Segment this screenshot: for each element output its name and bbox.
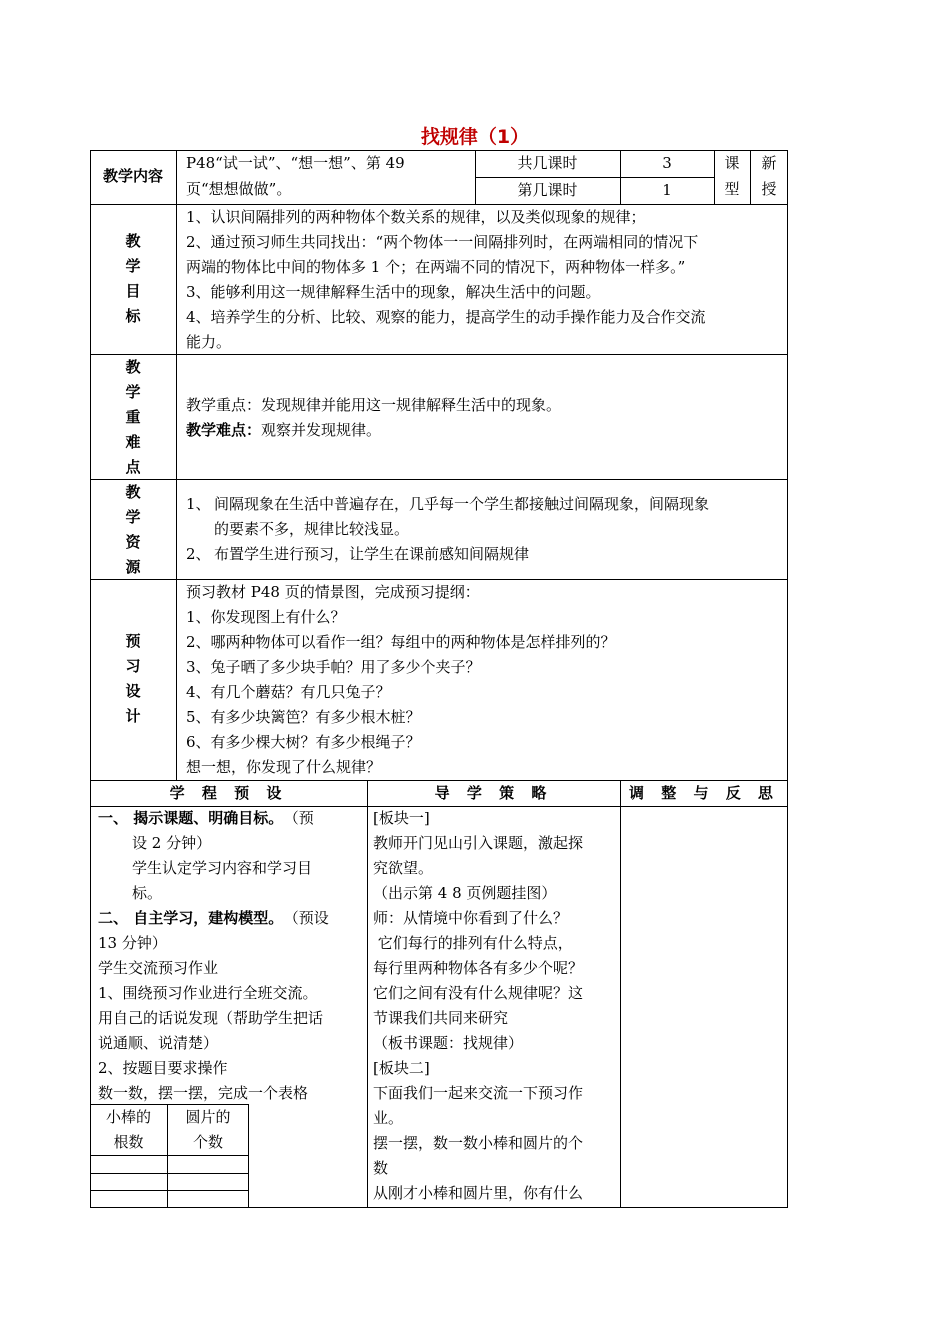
sticks-input-cell[interactable] bbox=[90, 1156, 167, 1173]
content-label: 教学内容 bbox=[102, 167, 163, 185]
header-adjust-reflect: 调 整 与 反 思 bbox=[629, 784, 779, 802]
section-1-body: 学生认定学习内容和学习目 bbox=[132, 859, 313, 877]
document-title: 找规律（1） bbox=[420, 126, 530, 148]
row-divider bbox=[90, 479, 788, 480]
item-text: 布置学生进行预习，让学生在课前感知间隔规律 bbox=[214, 545, 530, 563]
label-char: 资 bbox=[125, 533, 141, 551]
difficult-point-label: 教学难点： bbox=[186, 421, 262, 439]
header-guidance-strategy: 导 学 策 略 bbox=[434, 784, 553, 802]
label-char: 教 bbox=[125, 232, 141, 250]
label-char: 教 bbox=[125, 483, 141, 501]
strategy-line: 它们每行的排列有什么特点， bbox=[373, 934, 573, 952]
content-line-2: 页“想想做做”。 bbox=[186, 180, 292, 198]
item-text: 间隔现象在生活中普遍存在，几乎每一个学生都接触过间隔现象，间隔现象 bbox=[214, 495, 710, 513]
col-divider bbox=[176, 150, 177, 780]
item-text: 的要素不多，规律比较浅显。 bbox=[214, 520, 410, 538]
strategy-line: 教师开门见山引入课题，激起探 bbox=[373, 834, 584, 852]
strategy-line: 师：从情境中你看到了什么？ bbox=[373, 909, 569, 927]
total-periods-label: 共几课时 bbox=[517, 154, 578, 172]
current-period-label: 第几课时 bbox=[517, 181, 578, 199]
type-value-1: 新 bbox=[761, 154, 777, 172]
sticks-input-cell[interactable] bbox=[90, 1174, 167, 1190]
preview-text bbox=[186, 580, 781, 780]
goal-line: 3、能够利用这一规律解释生活中的现象，解决生活中的问题。 bbox=[186, 283, 601, 301]
discs-input-cell[interactable] bbox=[168, 1174, 248, 1190]
goal-line: 1、认识间隔排列的两种物体个数关系的规律，以及类似现象的规律； bbox=[186, 208, 646, 226]
strategy-line: 数 bbox=[373, 1159, 389, 1177]
label-char: 学 bbox=[125, 508, 141, 526]
label-char: 点 bbox=[125, 458, 141, 476]
strategy-line: 业。 bbox=[373, 1109, 404, 1127]
goal-line: 4、培养学生的分析、比较、观察的能力，提高学生的动手操作能力及合作交流 bbox=[186, 308, 706, 326]
process-line: 1、围绕预习作业进行全班交流。 bbox=[98, 984, 318, 1002]
preview-line: 2、哪两种物体可以看作一组？每组中的两种物体是怎样排列的？ bbox=[186, 633, 616, 651]
resource-item-2 bbox=[186, 542, 786, 567]
guidance-strategy-text bbox=[373, 806, 619, 1206]
table-border bbox=[90, 1207, 249, 1208]
preview-line: 5、有多少块篱笆？有多少根木桩？ bbox=[186, 708, 421, 726]
label-char: 预 bbox=[125, 632, 141, 650]
process-line: 说通顺、说清楚） bbox=[98, 1034, 219, 1052]
preview-line: 预习教材 P48 页的情景图，完成预习提纲： bbox=[186, 583, 480, 601]
label-char: 设 bbox=[125, 682, 141, 700]
preview-line: 1、你发现图上有什么？ bbox=[186, 608, 346, 626]
discs-input-cell[interactable] bbox=[168, 1156, 248, 1173]
header-learning-process: 学 程 预 设 bbox=[169, 784, 288, 802]
count-table bbox=[90, 1104, 249, 1208]
strategy-line: 它们之间有没有什么规律呢？这 bbox=[373, 984, 584, 1002]
label-char: 习 bbox=[125, 657, 141, 675]
discs-input-cell[interactable] bbox=[168, 1191, 248, 1207]
process-line: 2、按题目要求操作 bbox=[98, 1059, 228, 1077]
label-char: 源 bbox=[125, 558, 141, 576]
strategy-line: [板块二] bbox=[373, 1059, 430, 1077]
difficult-point bbox=[186, 418, 381, 443]
sticks-input-cell[interactable] bbox=[90, 1191, 167, 1207]
section-2-heading: 二、 自主学习，建构模型。 bbox=[98, 909, 284, 927]
strategy-line: （出示第 4 8 页例题挂图） bbox=[373, 884, 557, 902]
section-1-body: 标。 bbox=[132, 884, 163, 902]
header-line: 个数 bbox=[192, 1133, 223, 1151]
section-2-time-cont: 13 分钟） bbox=[98, 934, 167, 952]
process-line: 数一数，摆一摆，完成一个表格 bbox=[98, 1084, 309, 1102]
preview-line: 4、有几个蘑菇？有几只兔子？ bbox=[186, 683, 391, 701]
process-line: 学生交流预习作业 bbox=[98, 959, 219, 977]
sticks-header bbox=[90, 1105, 167, 1155]
preview-line: 3、兔子晒了多少块手帕？用了多少个夹子？ bbox=[186, 658, 481, 676]
content-line-1: P48“试一试”、“想一想”、第 49 bbox=[186, 154, 405, 172]
header-line: 小棒的 bbox=[105, 1108, 151, 1126]
strategy-line: 究欲望。 bbox=[373, 859, 434, 877]
keypoints-label bbox=[90, 355, 176, 480]
header-line: 根数 bbox=[113, 1133, 144, 1151]
resource-item-1 bbox=[186, 492, 786, 542]
preview-line: 想一想，你发现了什么规律？ bbox=[186, 758, 382, 776]
strategy-line: [板块一] bbox=[373, 809, 430, 827]
preview-label bbox=[90, 629, 176, 729]
goal-line: 两端的物体比中间的物体多 1 个；在两端不同的情况下，两种物体一样多。” bbox=[186, 258, 686, 276]
section-1-time-cont: 设 2 分钟） bbox=[132, 834, 212, 852]
header-line: 圆片的 bbox=[185, 1108, 231, 1126]
discs-header bbox=[168, 1105, 248, 1155]
strategy-line: 摆一摆，数一数小棒和圆片的个 bbox=[373, 1134, 584, 1152]
resources-label bbox=[90, 480, 176, 580]
label-char: 难 bbox=[125, 433, 141, 451]
col-divider bbox=[367, 780, 368, 1208]
label-char: 教 bbox=[125, 358, 141, 376]
strategy-line: 下面我们一起来交流一下预习作 bbox=[373, 1084, 584, 1102]
goal-line: 能力。 bbox=[186, 333, 232, 351]
goal-line: 2、通过预习师生共同找出：“两个物体一一间隔排列时，在两端相同的情况下 bbox=[186, 233, 699, 251]
label-char: 目 bbox=[125, 282, 141, 300]
label-char: 标 bbox=[125, 307, 141, 325]
item-number: 1、 bbox=[186, 495, 211, 513]
section-1-heading: 一、 揭示课题、明确目标。 bbox=[98, 809, 284, 827]
strategy-line: 每行里两种物体各有多少个呢？ bbox=[373, 959, 584, 977]
learning-process-text bbox=[98, 806, 364, 1106]
difficult-point-text: 观察并发现规律。 bbox=[261, 421, 382, 439]
process-line: 用自己的话说发现（帮助学生把话 bbox=[98, 1009, 324, 1027]
strategy-line: 从刚才小棒和圆片里，你有什么 bbox=[373, 1184, 584, 1202]
key-point: 教学重点：发现规律并能用这一规律解释生活中的现象。 bbox=[186, 396, 562, 414]
goals-text bbox=[186, 205, 781, 355]
label-char: 学 bbox=[125, 383, 141, 401]
table-border bbox=[248, 1104, 249, 1208]
preview-line: 6、有多少棵大树？有多少根绳子？ bbox=[186, 733, 421, 751]
strategy-line: （板书课题：找规律） bbox=[373, 1034, 524, 1052]
strategy-line: 节课我们共同来研究 bbox=[373, 1009, 509, 1027]
section-1-time: （预 bbox=[291, 809, 314, 827]
type-label-2: 型 bbox=[724, 180, 740, 198]
total-periods-value: 3 bbox=[662, 154, 672, 172]
label-char: 重 bbox=[125, 408, 141, 426]
current-period-value: 1 bbox=[662, 181, 672, 199]
adjust-reflect-area[interactable] bbox=[621, 807, 787, 1207]
type-value-2: 授 bbox=[761, 180, 777, 198]
label-char: 计 bbox=[125, 707, 141, 725]
item-number: 2、 bbox=[186, 545, 211, 563]
section-2-time: （预设 bbox=[291, 909, 329, 927]
type-label-1: 课 bbox=[724, 154, 740, 172]
label-char: 学 bbox=[125, 257, 141, 275]
goals-label bbox=[90, 229, 176, 329]
